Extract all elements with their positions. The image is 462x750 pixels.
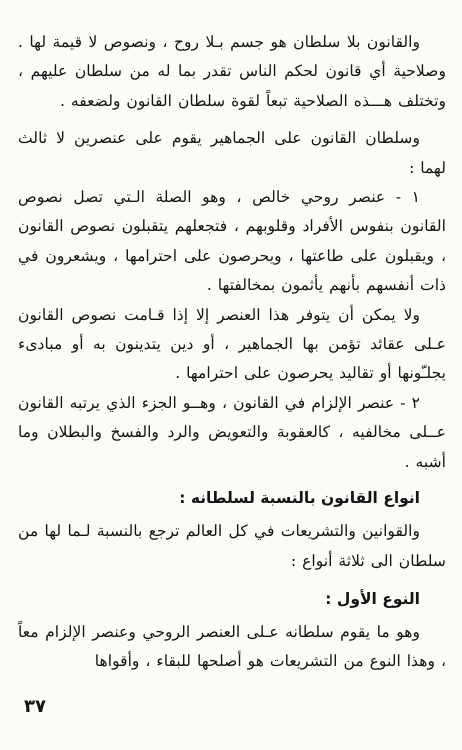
- heading-types-of-law: انواع القانون بالنسبة لسلطانه :: [179, 489, 420, 508]
- paragraph-spiritual-element: ١ - عنصر روحي خالص ، وهو الصلة الـتي تصل نصوص القانون بنفوس الأفراد وقلوبهم ، فتجعلهم يتقبلون نصوص القانون ، ويقبلون على طاعتها ، ويحرصون على احترامها ، ويشعرون في ذات أنفسهم بأنهم يأثمون بمخالفتها .: [18, 188, 446, 295]
- paragraph-law-without-authority: والقانون بلا سلطان هو جسم بـلا روح ، ونصوص لا قيمة لها . وصلاحية أي قانون لحكم الناس تقدر بما له من سلطان عليهم ، وتختلف هـــذه الصلاحية تبعاً لقوة سلطان القانون ولضعفه .: [18, 33, 446, 110]
- paragraph-two-elements: وسلطان القانون على الجماهير يقوم على عنصرين لا ثالث لهما :: [18, 129, 446, 177]
- paragraph-first-type-description: وهو ما يقوم سلطانه عـلى العنصر الروحي وعنصر الإلزام معاً ، وهذا النوع من التشريعات هو أصلحها للبقاء ، وأقواها: [18, 622, 446, 671]
- paragraph-beliefs-condition: ولا يمكن أن يتوفر هذا العنصر إلا إذا قـامت نصوص القانون عـلى عقائد تؤمن بها الجماهير ، أو دين يتدينون به أو مبادىء يجلـّونها أو تقاليد يحرصون على احترامها .: [18, 305, 446, 383]
- paragraph-three-types: والقوانين والتشريعات في كل العالم ترجع بالنسبة لـما لها من سلطان الى ثلاثة أنواع :: [18, 522, 446, 570]
- paragraph-obligation-element: ٢ - عنصر الإلزام في القانون ، وهــو الجزء الذي يرتبه القانون عــلى مخالفيه ، كالعقوبة والتعويض والرد والفسخ والبطلان وما أشبه .: [18, 393, 446, 471]
- heading-first-type: النوع الأول :: [325, 589, 420, 608]
- page-body: [18, 28, 446, 677]
- page-number: ٣٧: [24, 696, 46, 717]
